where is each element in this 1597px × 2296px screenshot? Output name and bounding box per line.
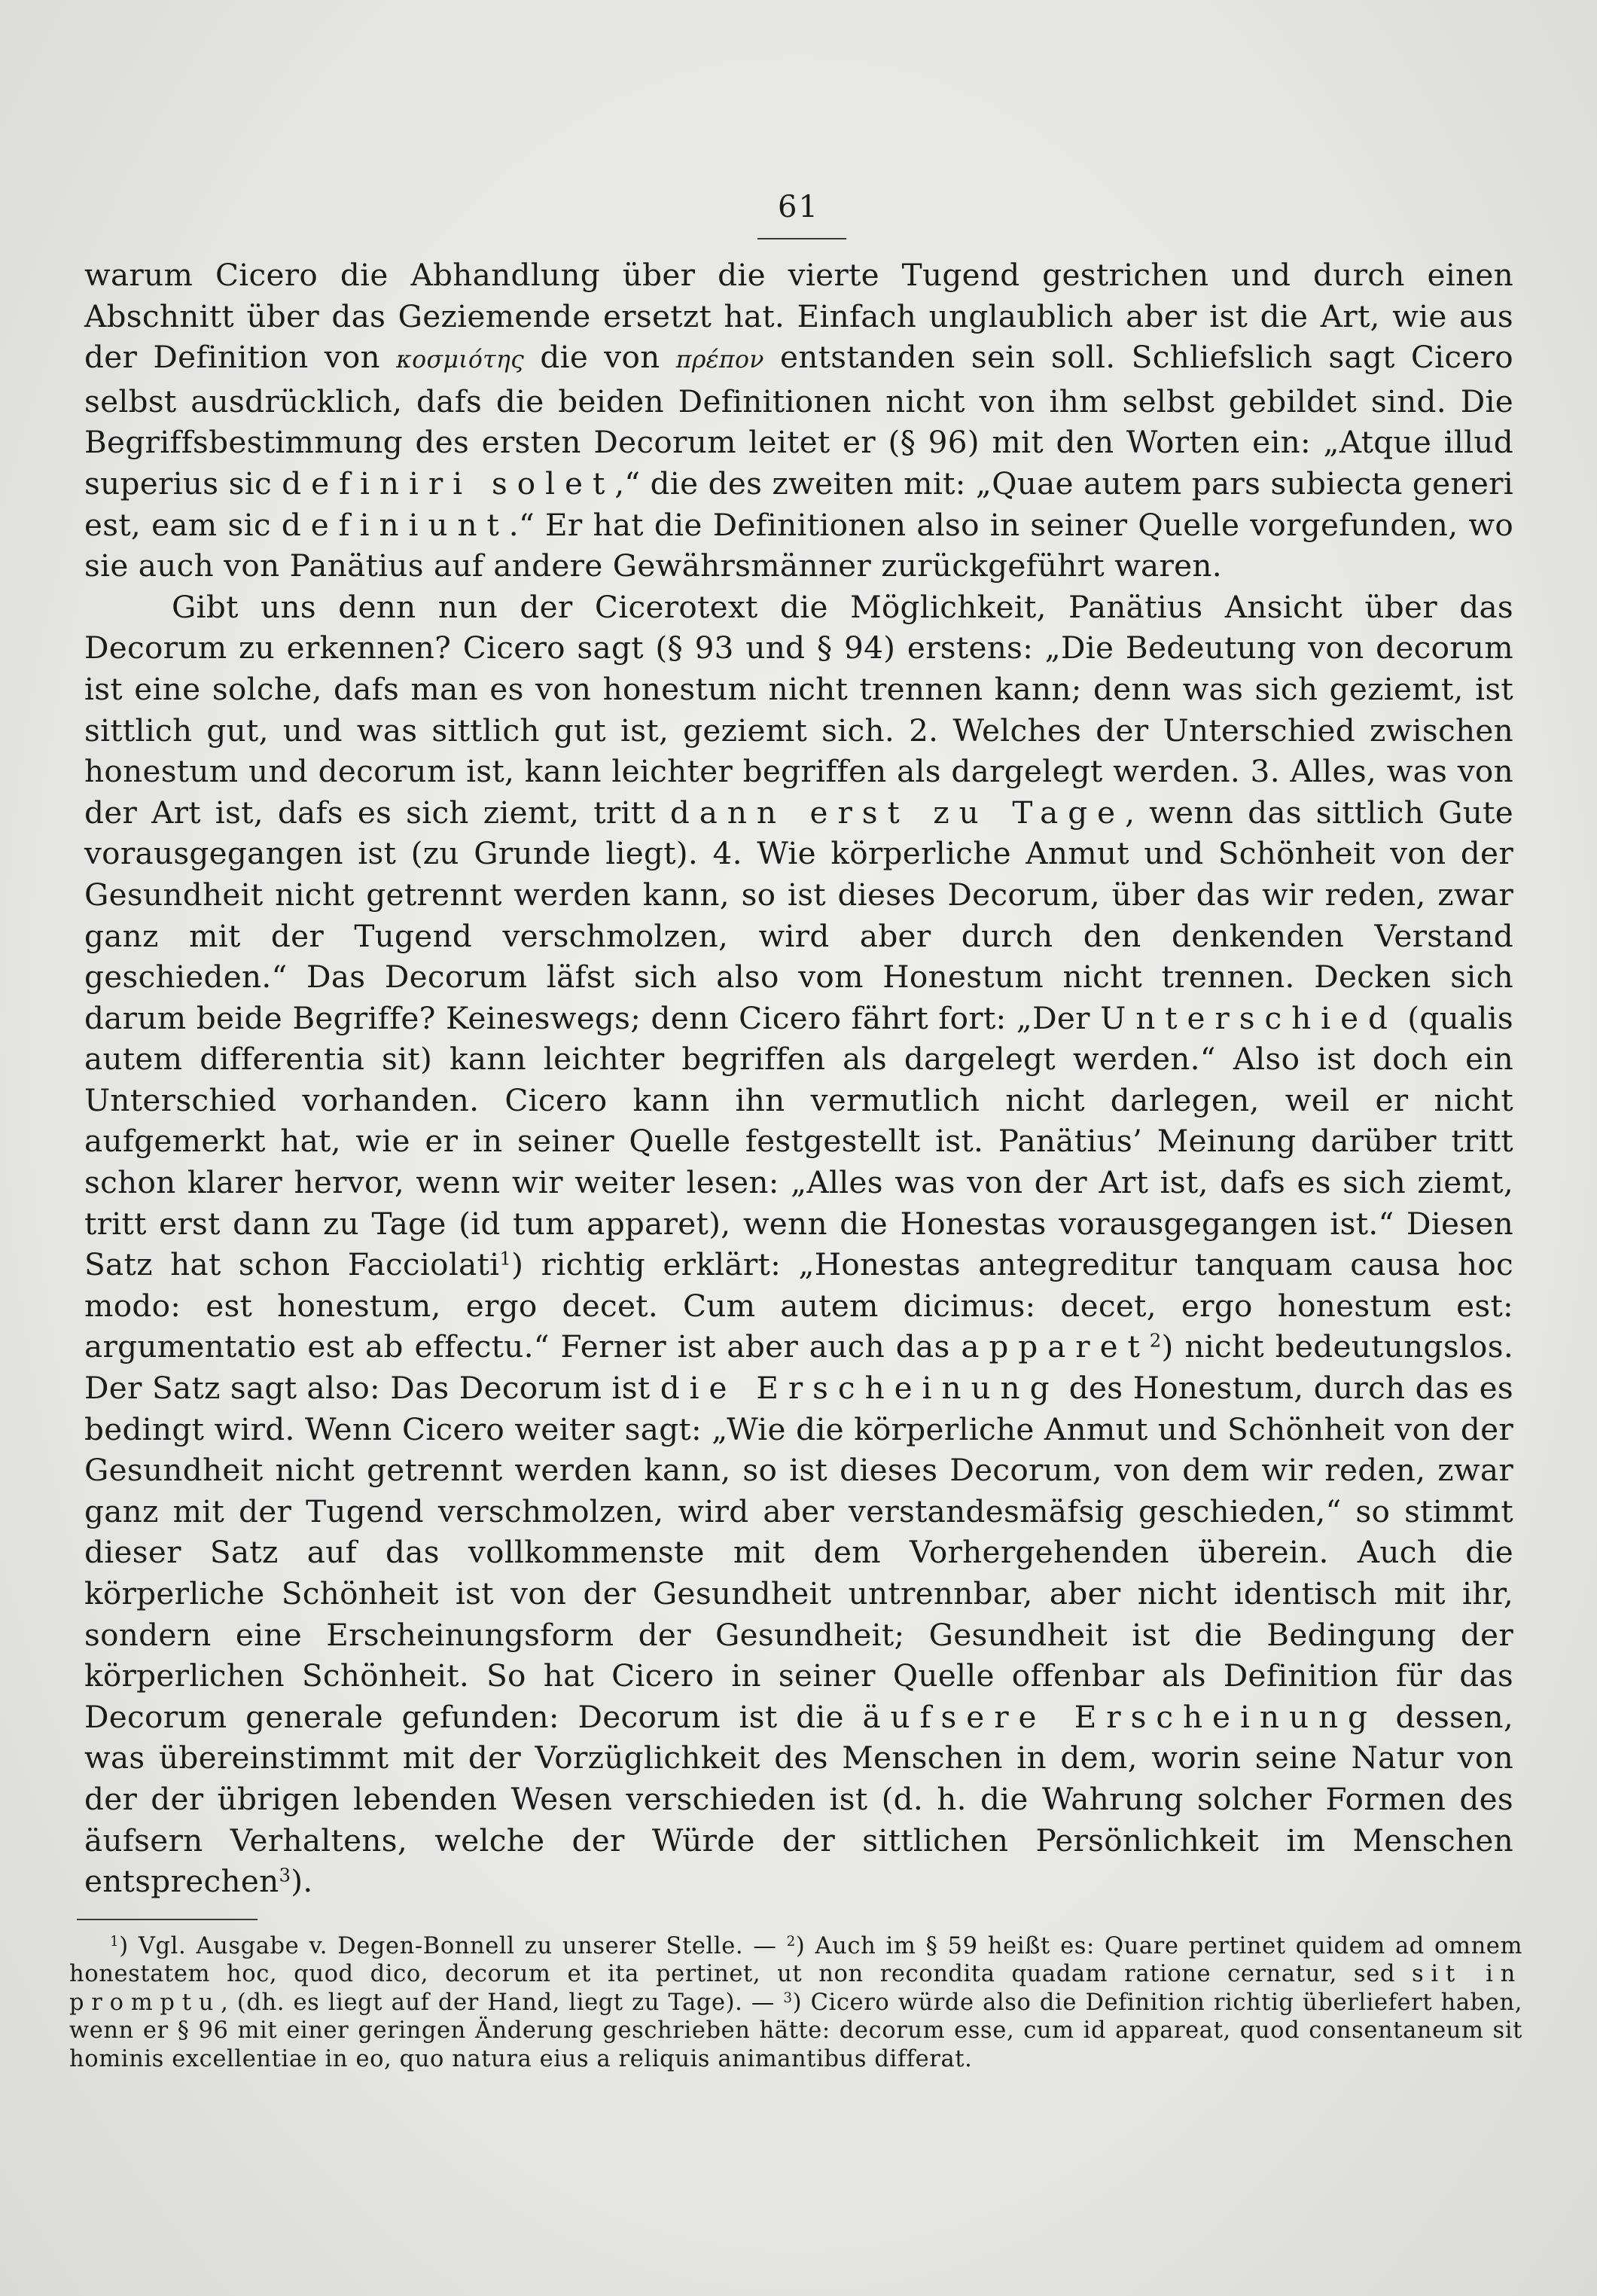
footnote-marker-3: 3 bbox=[783, 1990, 793, 2006]
spaced-emphasis: definiunt bbox=[281, 506, 509, 543]
spaced-emphasis: definiri solet bbox=[282, 465, 615, 502]
paragraph-1: warum Cicero die Abhandlung über die vierte Tugend gestrichen und durch einen Abschnitt über das Geziemende ersetzt hat. Einfach unglaublich aber ist die Art, wie aus der Definition von κοσμιότης die von πρέπον entstanden sein soll. Schliefslich sagt Cicero selbst ausdrücklich, dafs die beiden Definitionen nicht von ihm selbst gebildet sind. Die Begriffsbestimmung des ersten Decorum leitet er (§ 96) mit den Worten ein: „Atque illud superius sic definiri solet,“ die des zweiten mit: „Quae autem pars subiecta generi est, eam sic definiunt.“ Er hat die Definitionen also in seiner Quelle vorgefunden, wo sie auch von Panätius auf andere Gewährsmänner zurückgeführt waren. bbox=[84, 257, 1514, 584]
body-text bbox=[84, 255, 1513, 1902]
footnote-marker-2: 2 bbox=[786, 1933, 796, 1950]
footnote-ref-3: 3 bbox=[279, 1864, 291, 1886]
spaced-emphasis: sit in promptu bbox=[69, 1961, 1522, 2016]
footnote-marker-1: 1 bbox=[110, 1933, 120, 1950]
greek-term-prepon: πρέπον bbox=[675, 346, 764, 374]
spaced-emphasis: äufsere Erscheinung bbox=[862, 1698, 1377, 1735]
paragraph-2: Gibt uns denn nun der Cicerotext die Möglichkeit, Panätius Ansicht über das Decorum zu erkennen? Cicero sagt (§ 93 und § 94) erstens: „Die Bedeutung von decorum ist eine solche, dafs man es von honestum nicht trennen kann; denn was sich geziemt, ist sittlich gut, und was sittlich gut ist, geziemt sich. 2. Welches der Unterschied zwischen honestum und decorum ist, kann leichter begriffen als dargelegt werden. 3. Alles, was von der Art ist, dafs es sich ziemt, tritt dann erst zu Tage, wenn das sittlich Gute vorausgegangen ist (zu Grunde liegt). 4. Wie körperliche Anmut und Schönheit von der Gesundheit nicht getrennt werden kann, so ist dieses Decorum, über das wir reden, zwar ganz mit der Tugend verschmolzen, wird aber durch den denkenden Verstand geschieden.“ Das Decorum läfst sich also vom Honestum nicht trennen. Decken sich darum beide Begriffe? Keineswegs; denn Cicero fährt fort: „Der Unterschied (qualis autem differentia sit) kann leichter begriffen als dargelegt werden.“ Also ist doch ein Unterschied vorhanden. Cicero kann ihn vermutlich nicht darlegen, weil er nicht aufgemerkt hat, wie er in seiner Quelle festgestellt ist. Panätius’ Meinung darüber tritt schon klarer hervor, wenn wir weiter lesen: „Alles was von der Art ist, dafs es sich ziemt, tritt erst dann zu Tage (id tum apparet), wenn die Honestas vorausgegangen ist.“ Diesen Satz hat schon Facciolati$^1$) richtig erklärt: „Honestas antegreditur tanquam causa hoc modo: est honestum, ergo decet. Cum autem dicimus: decet, ergo honestum est: argumentatio est ab effectu.“ Ferner ist aber auch das apparet$^2$) nicht bedeutungslos. Der Satz sagt also: Das Decorum ist die Erscheinung des Honestum, durch das es bedingt wird. Wenn Cicero weiter sagt: „Wie die körperliche Anmut und Schönheit von der Gesundheit nicht getrennt werden kann, so ist dieses Decorum, von dem wir reden, zwar ganz mit der Tugend verschmolzen, wird aber verstandesmäfsig geschieden,“ so stimmt dieser Satz auf das vollkommenste mit dem Vorhergehenden überein. Auch die körperliche Schönheit ist von der Gesundheit untrennbar, aber nicht identisch mit ihr, sondern eine Erscheinungsform der Gesundheit; Gesundheit ist die Bedingung der körperlichen Schönheit. So hat Cicero in seiner Quelle offenbar als Definition für das Decorum generale gefunden: Decorum ist die äufsere Erscheinung dessen, was übereinstimmt mit der Vorzüglichkeit des Menschen in dem, worin seine Natur von der der übrigen lebenden Wesen verschieden ist (d. h. die Wahrung solcher Formen des äufsern Verhaltens, welche der Würde der sittlichen Persönlichkeit im Menschen entsprechen$^3$). bbox=[84, 588, 1514, 1900]
greek-term-kosmiotes: κοσμιότης bbox=[396, 346, 525, 374]
footnote-rule bbox=[77, 1919, 258, 1920]
footnote-ref-2: 2 bbox=[1149, 1330, 1162, 1352]
spaced-emphasis: Unterschied bbox=[1100, 999, 1397, 1036]
spaced-emphasis: die Erscheinung bbox=[660, 1370, 1059, 1407]
footnotes bbox=[69, 1932, 1522, 2073]
footnote-ref-1: 1 bbox=[499, 1247, 512, 1270]
page-number-rule bbox=[757, 238, 846, 239]
page-number: 61 bbox=[778, 190, 819, 224]
footnote-block: $^1$) Vgl. Ausgabe v. Degen-Bonnell zu unserer Stelle. — $^2$) Auch im § 59 heißt es: Quare pertinet quidem ad omnem honestatem hoc, quod dico, decorum et ita pertinet, ut non recondita quadam ratione cernatur, sed sit in promptu, (dh. es liegt auf der Hand, liegt zu Tage). — $^3$) Cicero würde also die Definition richtig überliefert haben, wenn er § 96 mit einer geringen Änderung geschrieben hätte: decorum esse, cum id appareat, quod consentaneum sit hominis excellentiae in eo, quo natura eius a reliquis animantibus differat. bbox=[69, 1933, 1522, 2072]
spaced-emphasis: apparet bbox=[961, 1328, 1150, 1365]
spaced-emphasis: dann erst zu Tage bbox=[669, 794, 1126, 831]
